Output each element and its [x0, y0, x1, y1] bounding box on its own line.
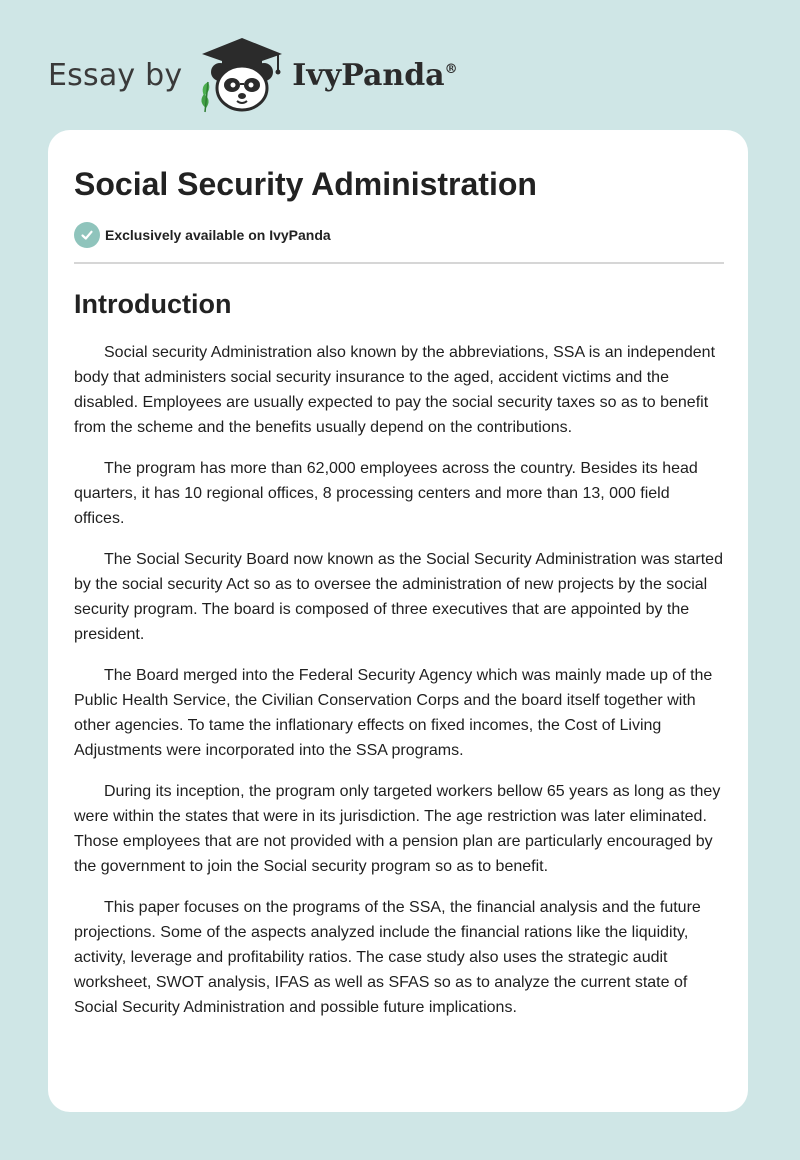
paragraph: During its inception, the program only targeted workers bellow 65 years as long as they were within the states that were in its jurisdiction. The age restriction was later eliminated. Those employees that are not provided with a pension plan are particularly encouraged by the government to join the Social security program so as to benefit.	[74, 783, 721, 875]
brand-name	[292, 58, 457, 93]
essay-by-label: Essay by	[48, 57, 183, 93]
panda-logo-icon	[196, 34, 288, 116]
exclusive-badge	[74, 222, 724, 248]
article-card	[48, 130, 748, 1112]
paragraph: This paper focuses on the programs of the SSA, the financial analysis and the future projections. Some of the aspects analyzed include the financial rations like the liquidity, activity, leverage and profitability ratios. The case study also uses the strategic audit worksheet, SWOT analysis, IFAS as well as SFAS so as to analyze the current state of Social Security Administration and possible future implications.	[74, 899, 701, 1016]
section-heading: Introduction	[74, 289, 232, 319]
brand-text: IvyPanda	[292, 57, 445, 93]
paragraph: The Board merged into the Federal Security Agency which was mainly made up of the Public Health Service, the Civilian Conservation Corps and the board itself together with other agencies. To tame the inflationary effects on fixed incomes, the Cost of Living Adjustments were incorporated into the SSA programs.	[74, 667, 713, 759]
check-icon	[74, 222, 100, 248]
article-title: Social Security Administration	[74, 166, 537, 202]
site-header	[48, 30, 458, 120]
paragraph: Social security Administration also known by the abbreviations, SSA is an independent body that administers social security insurance to the aged, accident victims and the disabled. Employees are usually expected to pay the social security taxes so as to benefit from the scheme and the benefits usually depend on the contributions.	[74, 344, 716, 436]
article-body	[74, 340, 724, 1020]
registered-mark: ®	[444, 61, 458, 77]
article-content	[74, 164, 724, 1036]
paragraph: The Social Security Board now known as the Social Security Administration was started by the social security Act so as to oversee the administration of new projects by the social security program. The board is composed of three executives that are appointed by the president.	[74, 551, 723, 643]
paragraph: The program has more than 62,000 employees across the country. Besides its head quarters, it has 10 regional offices, 8 processing centers and more than 13, 000 field offices.	[74, 460, 698, 527]
title-divider	[74, 262, 724, 264]
exclusive-badge-label: Exclusively available on IvyPanda	[105, 227, 331, 243]
